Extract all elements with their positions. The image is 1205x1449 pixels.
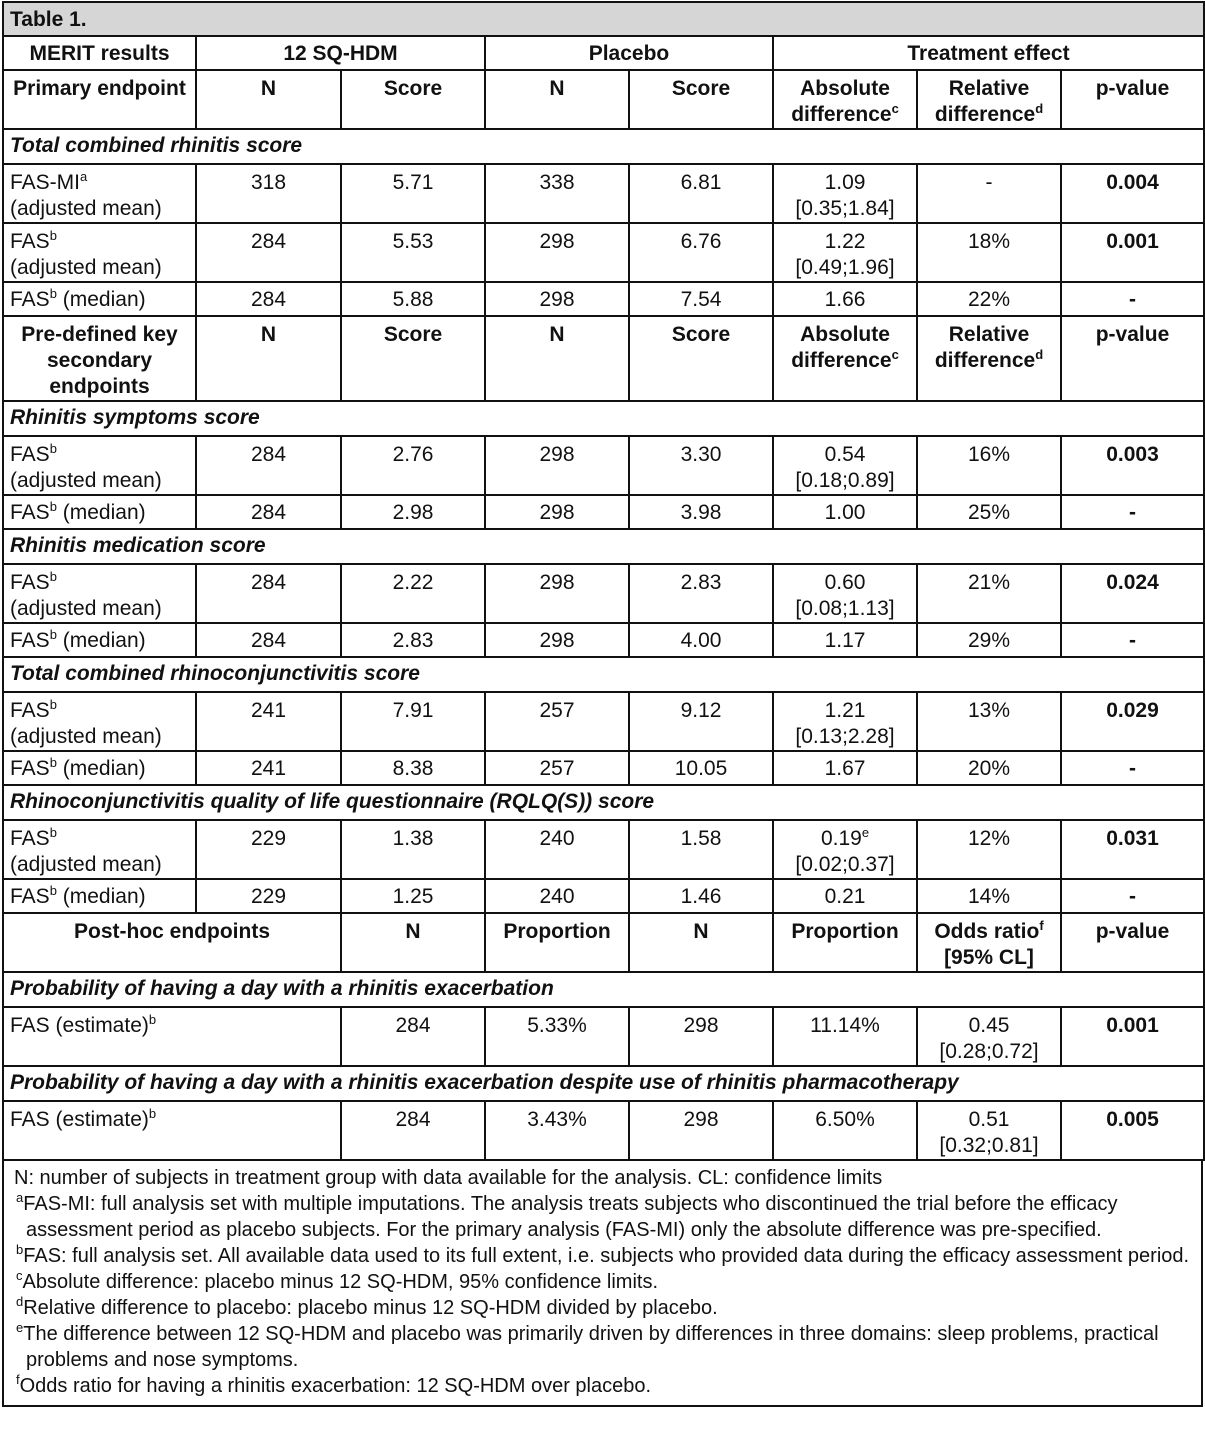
- rel-diff: 14%: [917, 879, 1061, 913]
- n-placebo: 298: [485, 623, 629, 657]
- score-active: 2.98: [341, 495, 485, 529]
- table-row: [3, 1101, 1204, 1160]
- odds-ratio-value: 0.45: [968, 1014, 1010, 1037]
- n-active: 284: [196, 436, 341, 495]
- table-row: [3, 751, 1204, 785]
- table-row: [3, 564, 1204, 623]
- rel-diff: 21%: [917, 564, 1061, 623]
- rel-diff: 20%: [917, 751, 1061, 785]
- secondary-header-abs-diff-sup: c: [891, 347, 899, 362]
- score-placebo: 6.76: [629, 223, 773, 282]
- odds-ratio-ci: [0.32;0.81]: [939, 1134, 1039, 1157]
- section-title-3: Total combined rhinoconjunctivitis score: [3, 657, 1204, 692]
- row-label-tail: (median): [56, 629, 146, 652]
- row-label-main: FAS-MI: [10, 171, 81, 194]
- n-placebo: 240: [485, 879, 629, 913]
- primary-header-score-active: Score: [341, 70, 485, 129]
- abs-diff-value: 1.00: [824, 501, 866, 524]
- footnote-e-mark: e: [16, 1320, 24, 1335]
- footnote-d: [14, 1295, 1191, 1321]
- primary-header-abs-diff-sup: c: [891, 101, 899, 116]
- p-value: 0.001: [1061, 223, 1204, 282]
- rel-diff: 12%: [917, 820, 1061, 879]
- score-placebo: 1.46: [629, 879, 773, 913]
- abs-diff-sup: e: [861, 825, 870, 840]
- p-value: 0.031: [1061, 820, 1204, 879]
- p-value: 0.005: [1061, 1101, 1204, 1160]
- row-label: [3, 495, 196, 529]
- score-active: 8.38: [341, 751, 485, 785]
- secondary-header-score-placebo: Score: [629, 316, 773, 401]
- abs-diff: [773, 623, 917, 657]
- abs-diff-value: 1.66: [824, 288, 866, 311]
- abs-diff-ci: [0.18;0.89]: [795, 469, 895, 492]
- score-active: 1.25: [341, 879, 485, 913]
- row-label-main: FAS: [10, 699, 50, 722]
- rel-diff: 25%: [917, 495, 1061, 529]
- table-row: [3, 820, 1204, 879]
- primary-header-rel-diff-sup: d: [1035, 101, 1044, 116]
- row-label-sup: b: [49, 825, 57, 840]
- footnote-a: [14, 1191, 1191, 1243]
- footnote-f-mark: f: [16, 1372, 20, 1387]
- n-active: 229: [196, 879, 341, 913]
- secondary-header: [3, 316, 1204, 401]
- footnote-b: [14, 1243, 1191, 1269]
- score-placebo: 6.81: [629, 164, 773, 223]
- secondary-header-p-value: p-value: [1061, 316, 1204, 401]
- n-active: 241: [196, 751, 341, 785]
- abs-diff-ci: [0.35;1.84]: [795, 197, 895, 220]
- proportion-active: 5.33%: [485, 1007, 629, 1066]
- footnote-f-text: Odds ratio for having a rhinitis exacerbation: 12 SQ-HDM over placebo.: [19, 1375, 652, 1397]
- footnote-e-text: The difference between 12 SQ-HDM and placebo was primarily driven by differences in three domains: sleep problems, practical problems and nose symptoms.: [23, 1323, 1159, 1371]
- row-label-sup: b: [49, 228, 57, 243]
- score-active: 5.88: [341, 282, 485, 316]
- row-label: [3, 1007, 341, 1066]
- merit-results-table: [2, 1, 1205, 1161]
- footnote-n: N: number of subjects in treatment group with data available for the analysis. CL: confidence limits: [14, 1167, 883, 1189]
- proportion-placebo: 11.14%: [773, 1007, 917, 1066]
- row-label-main: FAS: [10, 885, 50, 908]
- row-label-sup: b: [49, 627, 57, 642]
- group-header-row: [3, 36, 1204, 70]
- footnote-f: [14, 1373, 1191, 1399]
- p-value: -: [1061, 495, 1204, 529]
- row-label-sub: (adjusted mean): [10, 597, 162, 620]
- primary-header: [3, 70, 1204, 129]
- row-label: [3, 564, 196, 623]
- score-placebo: 10.05: [629, 751, 773, 785]
- score-placebo: 3.98: [629, 495, 773, 529]
- table-row: [3, 495, 1204, 529]
- row-label-main: FAS: [10, 501, 50, 524]
- n-active: 284: [196, 564, 341, 623]
- abs-diff-ci: [0.02;0.37]: [795, 853, 895, 876]
- posthoc-header-odds-cl: [95% CL]: [944, 946, 1034, 969]
- secondary-header-abs-diff: [773, 316, 917, 401]
- posthoc-header-n-active: N: [341, 913, 485, 972]
- row-label: [3, 1101, 341, 1160]
- p-value: 0.004: [1061, 164, 1204, 223]
- p-value: -: [1061, 751, 1204, 785]
- primary-header-n-active: N: [196, 70, 341, 129]
- row-label-sub: (adjusted mean): [10, 256, 162, 279]
- row-label-sub: (adjusted mean): [10, 469, 162, 492]
- n-active: 284: [196, 223, 341, 282]
- rel-diff: 13%: [917, 692, 1061, 751]
- posthoc-header-n-placebo: N: [629, 913, 773, 972]
- secondary-header-rel-diff-sup: d: [1035, 347, 1044, 362]
- secondary-header-rel-diff-text: Relative difference: [934, 323, 1036, 372]
- score-placebo: 3.30: [629, 436, 773, 495]
- row-label-sub: (adjusted mean): [10, 853, 162, 876]
- row-label-main: FAS: [10, 827, 50, 850]
- section-title-0: Total combined rhinitis score: [3, 129, 1204, 164]
- score-placebo: 7.54: [629, 282, 773, 316]
- table-row: [3, 164, 1204, 223]
- section-title-2: Rhinitis medication score: [3, 529, 1204, 564]
- abs-diff: [773, 564, 917, 623]
- score-active: 2.76: [341, 436, 485, 495]
- posthoc-header-prop-placebo: Proportion: [773, 913, 917, 972]
- row-label: [3, 282, 196, 316]
- n-placebo: 298: [485, 564, 629, 623]
- footnote-c-mark: c: [16, 1268, 23, 1283]
- abs-diff-value: 0.60: [824, 571, 866, 594]
- rel-diff: -: [917, 164, 1061, 223]
- secondary-header-rel-diff: [917, 316, 1061, 401]
- posthoc-header-label: Post-hoc endpoints: [3, 913, 341, 972]
- secondary-header-n-active: N: [196, 316, 341, 401]
- abs-diff: [773, 820, 917, 879]
- posthoc-header-odds-ratio: [917, 913, 1061, 972]
- row-label: [3, 879, 196, 913]
- p-value: -: [1061, 879, 1204, 913]
- row-label-sup: a: [80, 169, 88, 184]
- section-title-2-row: [3, 529, 1204, 564]
- abs-diff-value: 1.67: [824, 757, 866, 780]
- n-placebo: 257: [485, 751, 629, 785]
- p-value: 0.024: [1061, 564, 1204, 623]
- table-row: [3, 1007, 1204, 1066]
- primary-header-n-placebo: N: [485, 70, 629, 129]
- footnote-c-text: Absolute difference: placebo minus 12 SQ-HDM, 95% confidence limits.: [22, 1271, 658, 1293]
- n-active: 284: [341, 1007, 485, 1066]
- n-active: 284: [196, 282, 341, 316]
- score-placebo: 2.83: [629, 564, 773, 623]
- abs-diff-ci: [0.08;1.13]: [795, 597, 895, 620]
- n-placebo: 338: [485, 164, 629, 223]
- section-title-4: Rhinoconjunctivitis quality of life questionnaire (RQLQ(S)) score: [3, 785, 1204, 820]
- row-label-main: FAS (estimate): [10, 1108, 149, 1131]
- row-label-sub: (adjusted mean): [10, 725, 162, 748]
- table-title: Table 1.: [3, 2, 1204, 36]
- row-label: [3, 692, 196, 751]
- footnote-d-mark: d: [16, 1294, 24, 1309]
- abs-diff: [773, 879, 917, 913]
- table-row: [3, 282, 1204, 316]
- abs-diff: [773, 282, 917, 316]
- section-title-1: Rhinitis symptoms score: [3, 401, 1204, 436]
- footnote-b-mark: b: [16, 1242, 24, 1257]
- footnote-a-text: FAS-MI: full analysis set with multiple imputations. The analysis treats subjects who discontinued the trial before the efficacy assessment period as placebo subjects. For the primary analysis (FAS-MI) only the absolute difference was pre-specified.: [23, 1193, 1118, 1241]
- proportion-active: 3.43%: [485, 1101, 629, 1160]
- posthoc-header-p-value: p-value: [1061, 913, 1204, 972]
- row-label-main: FAS: [10, 230, 50, 253]
- row-label-tail: (median): [56, 885, 146, 908]
- row-label-sup: b: [49, 499, 57, 514]
- footnote-c: [14, 1269, 1191, 1295]
- abs-diff-value: 1.09: [824, 171, 866, 194]
- row-label: [3, 820, 196, 879]
- odds-ratio: [917, 1101, 1061, 1160]
- secondary-header-score-active: Score: [341, 316, 485, 401]
- score-active: 5.71: [341, 164, 485, 223]
- odds-ratio-value: 0.51: [968, 1108, 1010, 1131]
- row-label: [3, 436, 196, 495]
- score-placebo: 4.00: [629, 623, 773, 657]
- secondary-header-n-placebo: N: [485, 316, 629, 401]
- rel-diff: 29%: [917, 623, 1061, 657]
- table-row: [3, 623, 1204, 657]
- table-row: [3, 879, 1204, 913]
- abs-diff: [773, 223, 917, 282]
- footnote-d-text: Relative difference to placebo: placebo minus 12 SQ-HDM divided by placebo.: [23, 1297, 718, 1319]
- row-label-tail: (median): [56, 501, 146, 524]
- p-value: -: [1061, 623, 1204, 657]
- footnote-a-mark: a: [16, 1190, 24, 1205]
- n-placebo: 257: [485, 692, 629, 751]
- results-table-container: [2, 1, 1203, 1407]
- secondary-header-label: Pre-defined key secondary endpoints: [3, 316, 196, 401]
- row-label-sup: b: [148, 1012, 157, 1027]
- n-placebo: 298: [485, 282, 629, 316]
- score-active: 5.53: [341, 223, 485, 282]
- n-placebo: 298: [485, 223, 629, 282]
- score-placebo: 1.58: [629, 820, 773, 879]
- row-label: [3, 623, 196, 657]
- section-title-3-row: [3, 657, 1204, 692]
- section-title-4-row: [3, 785, 1204, 820]
- group-header-placebo: Placebo: [485, 36, 773, 70]
- n-active: 284: [196, 623, 341, 657]
- row-label-tail: (median): [56, 288, 146, 311]
- odds-ratio-ci: [0.28;0.72]: [939, 1040, 1039, 1063]
- row-label-sup: b: [49, 755, 57, 770]
- secondary-header-abs-diff-text: Absolute difference: [791, 323, 892, 372]
- row-label-main: FAS: [10, 757, 50, 780]
- rel-diff: 18%: [917, 223, 1061, 282]
- odds-ratio: [917, 1007, 1061, 1066]
- abs-diff-value: 1.22: [824, 230, 866, 253]
- rel-diff: 16%: [917, 436, 1061, 495]
- primary-header-rel-diff: [917, 70, 1061, 129]
- row-label-sup: b: [49, 697, 57, 712]
- primary-header-rel-diff-text: Relative difference: [934, 77, 1036, 126]
- abs-diff-value: 0.21: [824, 885, 866, 908]
- abs-diff: [773, 751, 917, 785]
- abs-diff: [773, 495, 917, 529]
- row-label-sup: b: [49, 569, 57, 584]
- primary-header-score-placebo: Score: [629, 70, 773, 129]
- score-active: 2.83: [341, 623, 485, 657]
- row-label: [3, 223, 196, 282]
- row-label-tail: (median): [56, 757, 146, 780]
- n-active: 318: [196, 164, 341, 223]
- posthoc-section-title-0: Probability of having a day with a rhinitis exacerbation: [3, 972, 1204, 1007]
- n-placebo: 298: [485, 495, 629, 529]
- abs-diff-value: 0.54: [824, 443, 866, 466]
- p-value: 0.029: [1061, 692, 1204, 751]
- row-label: [3, 751, 196, 785]
- posthoc-section-title-1-row: [3, 1066, 1204, 1101]
- row-label-main: FAS: [10, 443, 50, 466]
- rel-diff: 22%: [917, 282, 1061, 316]
- posthoc-header-prop-active: Proportion: [485, 913, 629, 972]
- abs-diff-ci: [0.49;1.96]: [795, 256, 895, 279]
- n-active: 284: [196, 495, 341, 529]
- row-label-sup: b: [49, 883, 57, 898]
- score-placebo: 9.12: [629, 692, 773, 751]
- n-active: 241: [196, 692, 341, 751]
- abs-diff: [773, 164, 917, 223]
- score-active: 2.22: [341, 564, 485, 623]
- posthoc-header-odds-sup: f: [1039, 918, 1044, 933]
- posthoc-section-title-0-row: [3, 972, 1204, 1007]
- row-label-sub: (adjusted mean): [10, 197, 162, 220]
- posthoc-header-odds-text: Odds ratio: [934, 920, 1040, 943]
- row-label-sup: b: [148, 1106, 157, 1121]
- n-placebo: 298: [629, 1007, 773, 1066]
- p-value: -: [1061, 282, 1204, 316]
- row-label-main: FAS: [10, 629, 50, 652]
- row-label-main: FAS: [10, 288, 50, 311]
- posthoc-section-title-1: Probability of having a day with a rhinitis exacerbation despite use of rhinitis pharmacotherapy: [3, 1066, 1204, 1101]
- section-title-0-row: [3, 129, 1204, 164]
- p-value: 0.003: [1061, 436, 1204, 495]
- row-label-main: FAS: [10, 571, 50, 594]
- table-row: [3, 223, 1204, 282]
- posthoc-header: [3, 913, 1204, 972]
- abs-diff-value: 1.17: [824, 629, 866, 652]
- n-active: 284: [341, 1101, 485, 1160]
- row-label: [3, 164, 196, 223]
- abs-diff: [773, 436, 917, 495]
- primary-header-label: Primary endpoint: [3, 70, 196, 129]
- n-active: 229: [196, 820, 341, 879]
- n-placebo: 240: [485, 820, 629, 879]
- primary-header-abs-diff-text: Absolute difference: [791, 77, 892, 126]
- row-label-sup: b: [49, 441, 57, 456]
- group-header-results: MERIT results: [3, 36, 196, 70]
- abs-diff-ci: [0.13;2.28]: [795, 725, 895, 748]
- p-value: 0.001: [1061, 1007, 1204, 1066]
- section-title-1-row: [3, 401, 1204, 436]
- primary-header-p-value: p-value: [1061, 70, 1204, 129]
- score-active: 1.38: [341, 820, 485, 879]
- footnotes: [2, 1161, 1203, 1407]
- footnote-e: [14, 1321, 1191, 1373]
- n-placebo: 298: [485, 436, 629, 495]
- proportion-placebo: 6.50%: [773, 1101, 917, 1160]
- n-placebo: 298: [629, 1101, 773, 1160]
- row-label-main: FAS (estimate): [10, 1014, 149, 1037]
- footnote-b-text: FAS: full analysis set. All available data used to its full extent, i.e. subjects who provided data during the efficacy assessment period.: [23, 1245, 1190, 1267]
- table-title-row: [3, 2, 1204, 36]
- abs-diff-value: 0.19: [820, 827, 862, 850]
- table-row: [3, 436, 1204, 495]
- row-label-sup: b: [49, 286, 57, 301]
- group-header-effect: Treatment effect: [773, 36, 1204, 70]
- abs-diff: [773, 692, 917, 751]
- score-active: 7.91: [341, 692, 485, 751]
- table-row: [3, 692, 1204, 751]
- abs-diff-value: 1.21: [824, 699, 866, 722]
- group-header-active: 12 SQ-HDM: [196, 36, 485, 70]
- primary-header-abs-diff: [773, 70, 917, 129]
